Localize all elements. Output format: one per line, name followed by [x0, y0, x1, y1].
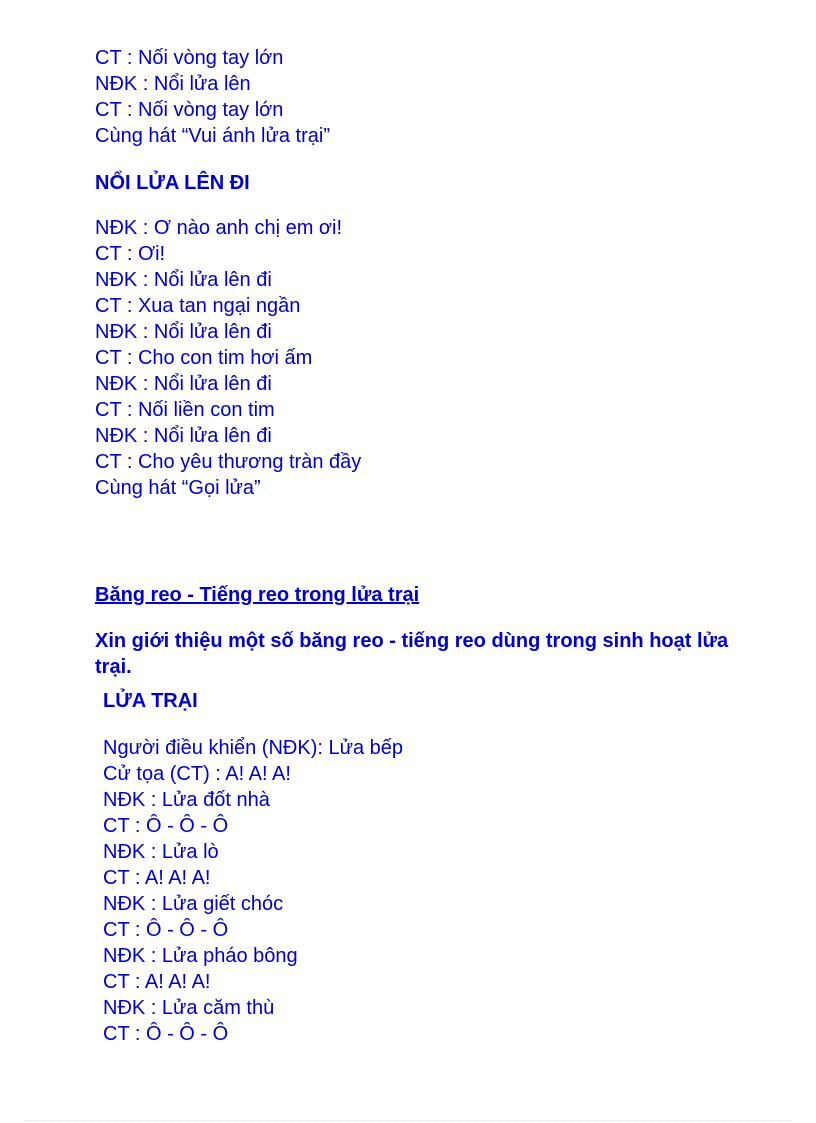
dialogue-line: CT : Ơi!: [95, 243, 166, 265]
dialogue-line: CT : A! A! A!: [103, 867, 211, 889]
dialogue-line: NĐK : Ơ nào anh chị em ơi!: [95, 217, 343, 239]
section-heading-noi-lua: NỔI LỬA LÊN ĐI: [95, 172, 250, 194]
dialogue-line: NĐK : Lửa căm thù: [103, 997, 275, 1019]
dialogue-line: Người điều khiển (NĐK): Lửa bếp: [103, 737, 404, 759]
dialogue-line: NĐK : Lửa lò: [103, 841, 219, 863]
dialogue-line: Cử tọa (CT) : A! A! A!: [103, 763, 291, 785]
dialogue-line: CT : Xua tan ngại ngần: [95, 295, 301, 317]
dialogue-line: NĐK : Lửa đốt nhà: [103, 789, 270, 811]
dialogue-line: CT : Nối vòng tay lớn: [95, 99, 284, 121]
dialogue-line: NĐK : Nổi lửa lên đi: [95, 269, 272, 291]
dialogue-line: Cùng hát “Gọi lửa”: [95, 477, 261, 499]
dialogue-line: CT : Nối liền con tim: [95, 399, 275, 421]
dialogue-line: NĐK : Nổi lửa lên đi: [95, 321, 272, 343]
dialogue-line: NĐK : Nổi lửa lên đi: [95, 373, 272, 395]
section-title-bang-reo: Băng reo - Tiếng reo trong lửa trại: [95, 584, 420, 606]
dialogue-line: CT : Ô - Ô - Ô: [103, 919, 229, 941]
dialogue-line: CT : Ô - Ô - Ô: [103, 1023, 229, 1045]
dialogue-line: CT : Cho yêu thương tràn đầy: [95, 451, 362, 473]
section-heading-lua-trai: LỬA TRẠI: [103, 690, 198, 712]
dialogue-line: NĐK : Nổi lửa lên: [95, 73, 251, 95]
section-intro: Xin giới thiệu một số băng reo - tiếng reo dùng trong sinh hoạt lửa trại.: [95, 630, 729, 678]
dialogue-line: Cùng hát “Vui ánh lửa trại”: [95, 125, 330, 147]
dialogue-line: NĐK : Lửa giết chóc: [103, 893, 284, 915]
dialogue-line: CT : Nối vòng tay lớn: [95, 47, 284, 69]
dialogue-line: NĐK : Nổi lửa lên đi: [95, 425, 272, 447]
section1-dialogue: [95, 215, 361, 501]
dialogue-line: CT : Cho con tim hơi ấm: [95, 347, 313, 369]
section2-dialogue: [103, 735, 403, 1047]
top-dialogue: [95, 45, 330, 149]
dialogue-line: CT : A! A! A!: [103, 971, 211, 993]
dialogue-line: NĐK : Lửa pháo bông: [103, 945, 298, 967]
page-bottom-divider: [24, 1120, 792, 1121]
dialogue-line: CT : Ô - Ô - Ô: [103, 815, 229, 837]
